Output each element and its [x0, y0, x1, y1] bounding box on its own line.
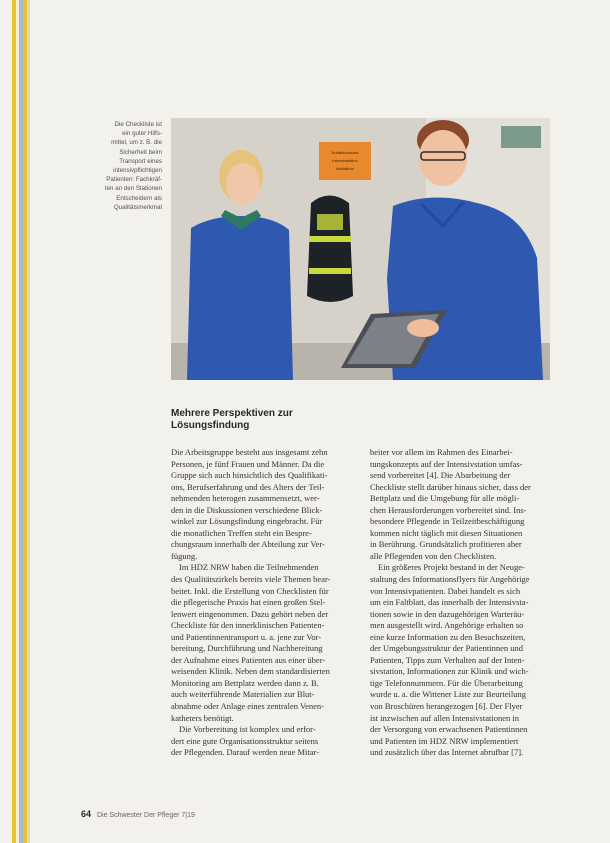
caption-line: Patienten: Fachkräf-	[106, 176, 162, 184]
caption-line: mittel, um z. B. die	[111, 139, 162, 147]
text-line: beiter vor allem im Rahmen des Einarbei-	[370, 447, 513, 457]
text-line: und zusätzlich über das Internet abrufbar [7].	[370, 747, 524, 758]
text-line: chungsraum innerhalb der Abteilung zur Ver-	[171, 539, 325, 550]
text-line: der Umgebungsstruktur der Patientinnen und	[370, 643, 523, 654]
text-line: staltung des Informationsflyers für Angehörige	[370, 574, 530, 585]
text-line: besondere Pflegende in Teilzeitbeschäftigung	[370, 516, 525, 527]
text-line: Im HDZ NRW haben die Teilnehmenden	[179, 562, 319, 573]
caption-line: Transport eines	[119, 157, 162, 165]
text-line: Personen, je fünf Frauen und Männer. Da die	[171, 458, 325, 469]
heading-line: Lösungsfindung	[171, 420, 250, 431]
text-line: bereitung, Durchführung und Nachbereitung	[171, 643, 323, 654]
caption-line: Die Checkliste ist	[114, 121, 162, 128]
text-line: um ein Faltblatt, das innerhalb der Intensivsta-	[370, 597, 529, 608]
text-line: katheters benötigt.	[171, 712, 234, 723]
backpack-stripe	[309, 236, 351, 242]
text-line: in Berührung. Grundsätzlich profitieren aber	[370, 539, 522, 550]
page-footer	[81, 809, 195, 819]
text-line: der Pflegenden. Darauf werden neue Mitar-	[171, 747, 320, 758]
page-number: 64	[81, 809, 92, 819]
text-line: tungskonzepts auf der Intensivstation umfas-	[370, 458, 523, 469]
text-line: eine kurze Information zu den Besuchszeiten,	[370, 631, 526, 642]
article-photo	[171, 118, 550, 380]
text-line: weisenden Klinik. Neben dem standardisierten	[171, 666, 330, 677]
text-line: ons, Berufserfahrung und des Alters der Teil-	[171, 481, 325, 492]
text-line: Checkliste für den innerklinischen Patienten-	[171, 620, 325, 631]
sign-line: Notfallrucksack	[331, 150, 359, 155]
text-line: und Patientinnentransport u. a. jene zur Vor-	[171, 631, 322, 642]
man-face	[419, 130, 467, 186]
text-line: kommen nicht täglich mit diesen Situationen	[370, 527, 523, 538]
text-column-right	[370, 447, 550, 759]
caption-line: Sicherheit beim	[119, 148, 162, 156]
caption-line: ein guter Hilfs-	[122, 130, 162, 138]
text-line: Die Vorbereitung ist komplex und erfor-	[179, 724, 316, 735]
text-line: beitet. Inkl. die Erstellung von Checklisten für	[171, 585, 329, 596]
text-line: die monatlichen Treffen steht ein Bespre-	[171, 527, 312, 538]
text-line: chen Herausforderungen vorbereitet sind. Ins-	[370, 504, 527, 515]
sign-line: Intensivstation	[332, 158, 358, 163]
text-line: dert eine gute Organisationsstruktur seitens	[171, 735, 319, 746]
caption-line: Entscheidern als	[116, 194, 162, 202]
text-line: send vorbereitet [4]. Die Abarbeitung der	[370, 470, 511, 481]
woman-face	[226, 163, 260, 205]
text-line: ist inzwischen auf allen Intensivstationen in	[370, 712, 519, 723]
backpack-stripe	[309, 268, 351, 274]
edge-stripe-grey	[27, 0, 30, 843]
caption-line: Qualitätsmerkmal	[113, 203, 162, 211]
text-line: sivstation, Informationen zur Klinik und wich-	[370, 666, 529, 677]
text-line: winkel zur Lösungsfindung eingebracht. Für	[171, 516, 323, 527]
text-line: auch weiterführende Materialien zur Blut-	[171, 689, 315, 700]
text-line: von Broschüren herangezogen [6]. Der Flyer	[370, 701, 523, 712]
text-line: Patienten, Tipps zum Verhalten auf der Inten-	[370, 654, 525, 665]
text-line: abnahme oder Anlage eines zentralen Venen-	[171, 701, 325, 712]
text-line: Gruppe sich auch hinsichtlich des Qualifikati-	[171, 470, 328, 481]
photo-illustration	[171, 118, 550, 380]
caption-line: intensivpflichtigen	[113, 167, 162, 175]
text-line: Die Arbeitsgruppe besteht aus insgesamt zehn	[171, 447, 328, 457]
text-line: men ausgestellt wird. Angehörige erhalten so	[370, 620, 524, 631]
journal-name: Die Schwester Der Pfleger 7|19	[96, 812, 195, 819]
text-line: die pflegerische Praxis hat einen großen Stel-	[171, 597, 326, 608]
text-line: und Patienten im HDZ NRW implementiert	[370, 735, 519, 746]
backpack-pocket	[317, 214, 343, 230]
text-column-left	[171, 447, 355, 759]
text-line: der Versorgung von erwachsenen Patientinnen	[370, 724, 528, 735]
heading-line: Mehrere Perspektiven zur	[171, 408, 293, 419]
text-line: wurde u. a. die Wittener Liste zur Beurteilung	[370, 689, 526, 700]
text-line: fügung.	[171, 550, 198, 561]
text-line: der Aufnahme eines Patienten aus einer über-	[171, 654, 326, 665]
text-line: Bettplatz und die Umgebung für alle mögli-	[370, 493, 520, 504]
text-line: nehmenden heterogen zusammensetzt, wer-	[171, 493, 320, 504]
photo-caption	[92, 120, 162, 212]
section-heading	[171, 408, 361, 432]
man-hand	[407, 319, 439, 337]
text-line: Checkliste stellt darüber hinaus sicher, dass der	[370, 481, 531, 492]
backpack-icon	[307, 196, 353, 303]
text-line: tionen sowie in den dazugehörigen Warteräu-	[370, 608, 525, 619]
text-line: tige Telefonnummern. Für die Überarbeitung	[370, 677, 523, 688]
text-line: Ein größeres Projekt bestand in der Neuge-	[378, 562, 525, 573]
text-line: lenwert eingenommen. Dazu gehört neben der	[171, 608, 329, 619]
text-line: den in die Diskussionen verschiedene Blick-	[171, 504, 323, 515]
text-line: Monitoring am Bettplatz werden dann z. B.	[171, 677, 319, 688]
sign-line: Notfallbox	[336, 166, 354, 171]
text-line: alle Pflegenden von den Checklisten.	[370, 550, 497, 561]
woman-scrubs	[187, 216, 293, 380]
text-line: von Intensivpatienten. Dabei handelt es sich	[370, 585, 521, 596]
text-line: des Qualitätszirkels bereits viele Themen bear-	[171, 574, 331, 585]
exit-sign	[501, 126, 541, 148]
caption-line: ten an den Stationen	[104, 185, 162, 193]
